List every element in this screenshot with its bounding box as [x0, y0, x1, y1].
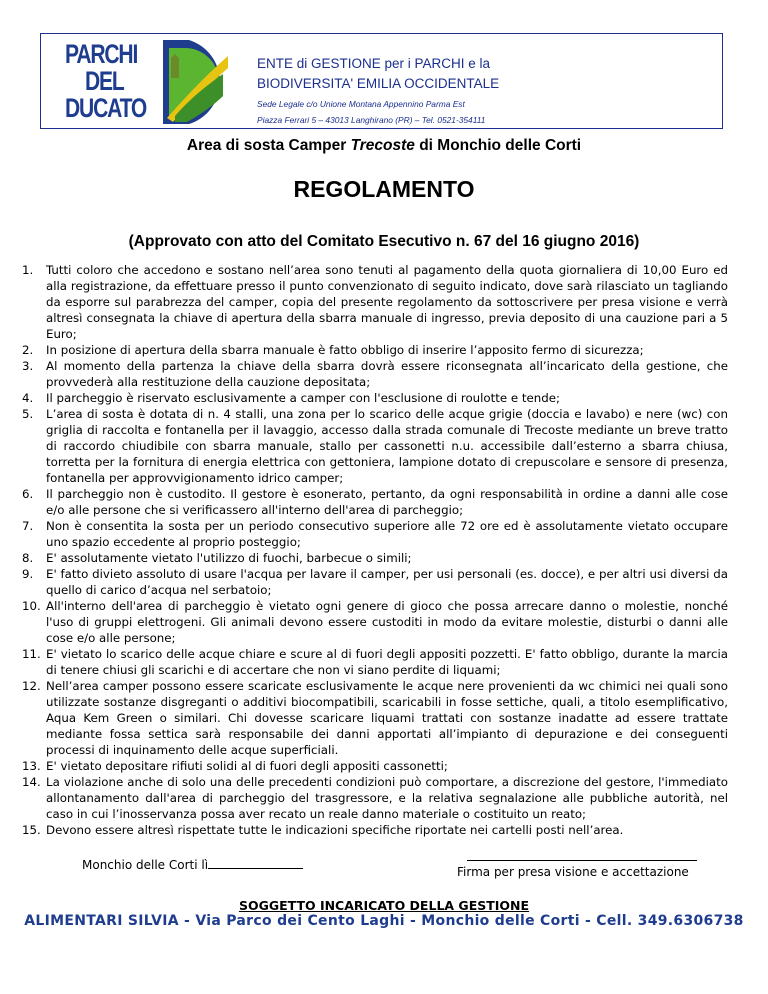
logo-line-ducato: DUCATO: [65, 93, 147, 123]
signature-line[interactable]: [467, 860, 697, 861]
rule-item: 1. Tutti coloro che accedono e sostano nell’area sono tenuti al pagamento della quota giornaliera di 10,00 Euro ed alla registrazione, da effettuare presso il punto convenzionato di seguito indicato, dove sarà rilasciato un tagliando da esporre sul parabrezza del camper, copia del presente regolamento da sottoscrivere per presa visione e verrà altresì consegnata la chiave di apertura della sbarra manuale di ingresso, previa deposito di una cauzione pari a 5 Euro;: [22, 263, 728, 341]
entity-address-line2: Piazza Ferrari 5 – 43013 Langhirano (PR) – Tel. 0521-354111: [257, 115, 486, 125]
entity-address-line1: Sede Legale c/o Unione Montana Appennino Parma Est: [257, 99, 465, 109]
entity-name-line1: ENTE di GESTIONE per i PARCHI e la: [257, 56, 491, 71]
date-blank-line[interactable]: [208, 856, 303, 869]
document-title: REGOLAMENTO: [293, 176, 475, 202]
manager-heading: SOGGETTO INCARICATO DELLA GESTIONE: [238, 898, 530, 913]
logo-line-parchi: PARCHI: [65, 39, 138, 69]
signature-caption: Firma per presa visione e accettazione: [457, 865, 689, 879]
rule-item: 7. Non è consentita la sosta per un periodo consecutivo superiore alle 72 ore ed è assolutamente vietato occupare uno spazio eccedente al proprio posteggio;: [22, 519, 728, 549]
rule-item: 5. L’area di sosta è dotata di n. 4 stalli, una zona per lo scarico delle acque grigie (doccia e lavabo) e nere (wc) con griglia di raccolta e fontanella per il lavaggio, accesso dalla strada comunale di Trecoste mediante un breve tratto di raccordo chiudibile con sbarra manuale, stallo per cassonetti n.u. accessibile dall’esterno a sbarra chiusa, torretta per la fornitura di energia elettrica con gettoniera, lampione dotato di crepuscolare e sensore di presenza, fontanella per approvvigionamento idrico camper;: [22, 407, 728, 485]
letterhead: [40, 33, 723, 129]
approval-note: (Approvato con atto del Comitato Esecutivo n. 67 del 16 giugno 2016): [128, 233, 640, 250]
rule-item: 2. In posizione di apertura della sbarra manuale è fatto obbligo di inserire l’apposito fermo di sicurezza;: [22, 343, 644, 357]
rule-item: 14. La violazione anche di solo una delle precedenti condizioni può comportare, a discrezione del gestore, l'immediato allontanamento dall'area di parcheggio del trasgressore, e la relativa segnalazione alle pubbliche autorità, nel caso in cui l’inosservanza possa aver recato un reale danno materiale o costituito un reato;: [22, 775, 728, 821]
logo-line-del: DEL: [85, 66, 124, 96]
rule-item: 10. All'interno dell'area di parcheggio è vietato ogni genere di gioco che possa arrecare danno o molestie, nonché l'uso di gruppi elettrogeni. Gli animali devono essere custoditi in modo da evitare molestie, disturbi o danni alle cose e/o alle persone;: [22, 599, 728, 645]
entity-name-line2: BIODIVERSITA' EMILIA OCCIDENTALE: [257, 76, 500, 91]
area-title: Area di sosta Camper Trecoste di Monchio delle Corti: [186, 137, 582, 154]
rule-item: 13. E' vietato depositare rifiuti solidi al di fuori degli appositi cassonetti;: [22, 759, 448, 773]
rule-item: 15. Devono essere altresì rispettate tutte le indicazioni specifiche riportate nei cartelli posti nell’area.: [22, 823, 624, 837]
area-name: Trecoste: [350, 137, 415, 154]
manager-contact: ALIMENTARI SILVIA - Via Parco dei Cento Laghi - Monchio delle Corti - Cell. 349.6306738: [24, 913, 744, 929]
entity-info: [257, 54, 717, 128]
rule-item: 6. Il parcheggio non è custodito. Il gestore è esonerato, pertanto, da ogni responsabilità in ordine a danni alle cose e/o alle persone che si verificassero all'interno dell'area di parcheggio;: [22, 487, 728, 517]
rule-item: 11. E' vietato lo scarico delle acque chiare e scure al di fuori degli appositi pozzetti. E' fatto obbligo, durante la marcia di tenere chiusi gli scarichi e di accertare che non vi siano perdite di liquami;: [22, 647, 728, 677]
rule-item: 12. Nell’area camper possono essere scaricate esclusivamente le acque nere provenienti da wc chimici nei quali sono utilizzate sostanze disgreganti o additivi biocompatibili, scaricabili in fosse settiche, quali, a titolo esemplificativo, Aqua Kem Green o similari. Chi dovesse scaricare liquami trattati con sostanze inadatte ad essere trattate mediante fossa settica sarà responsabile dei danni apportati all’impianto di depurazione e dei conseguenti processi di inquinamento delle acque superficiali.: [22, 679, 728, 757]
rule-item: 4. Il parcheggio è riservato esclusivamente a camper con l'esclusione di roulotte e tende;: [22, 391, 560, 405]
parchi-del-ducato-logo: [63, 38, 235, 126]
place-date: Monchio delle Corti lì: [82, 856, 303, 872]
rule-item: 8. E' assolutamente vietato l'utilizzo di fuochi, barbecue o simili;: [22, 551, 412, 565]
rule-item: 3. Al momento della partenza la chiave della sbarra dovrà essere riconsegnata all’incaricato della gestione, che provvederà alla restituzione della cauzione depositata;: [22, 359, 728, 389]
rules-list: [22, 262, 728, 838]
rule-item: 9. E' fatto divieto assoluto di usare l'acqua per lavare il camper, per usi personali (es. docce), e per altri usi diversi da quello di carico d’acqua nel serbatoio;: [22, 567, 728, 597]
